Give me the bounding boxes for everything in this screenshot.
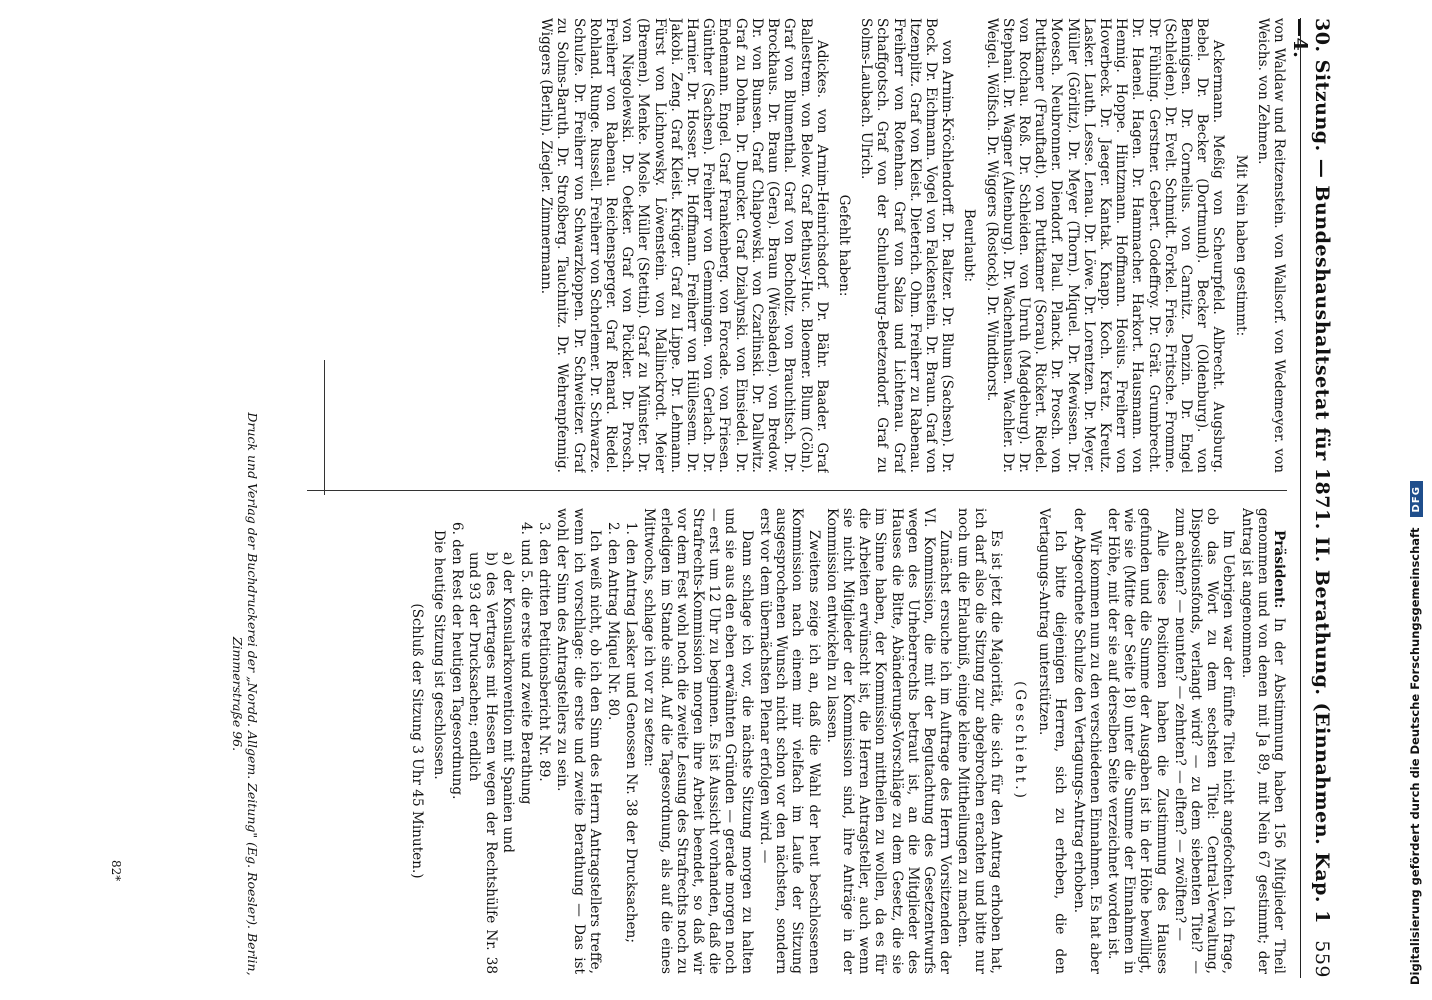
sheet-signature: 82* [109,860,123,882]
heading-absent: Gefehlt haben: [835,194,852,297]
heading-on-leave: Beurlaubt: [961,208,978,283]
running-head: 30. Sitzung. — Bundeshaushaltsetat für 1871. II. Berathung. (Einnahmen. Kap. 1—4. [1289,18,1333,924]
right-column [100,508,1287,974]
on-leave-list: von Arnim-Kröchlendorff. Dr. Baltzer. Dr. Blum (Sachsen). Dr. Bock. Dr. Eichmann. Vogel von Falckenstein. Dr. Braun. Graf von Itzenplitz. Graf von Kleist. Dieterich. Ohm. Freiherr zu Rabenau. Freiherr von Rotenhan. Graf von Salza und Lichtenau. Graf Schaffgotsch. Graf von der Schulenburg-Beetzendorf. Graf zu Solms-Laubach. Ulrich. [858,18,956,473]
left-column [100,18,1287,473]
speaker-label: Präsident: [1271,530,1287,609]
paragraph: Ich weiß nicht, ob ich den Sinn des Herrn Antragstellers treffe, wenn ich vorschlage: die erste und zweite Berathung — Das ist wohl der Sinn des Antragstellers zu sein. [554,508,603,974]
agenda-item: 2. den Antrag Miquel Nr. 80. [605,522,622,721]
paragraph: Es ist jetzt die Majorität, die sich für den Antrag erhoben hat, ich darf also die Sitzung zur abgebrochen erachten und bitte nur noch um die Erlaubniß, einige kleine Mittheilungen zu machen. [955,508,1004,974]
agenda-item: 4. und 5. die erste und zweite Berathung [518,522,535,805]
vote-no-list: Ackermann. Meßig von Scheurpfeld. Albrecht. Augsburg. Bebel. Dr. Becker (Dortmund). Becker (Oldenburg). von Bennigsen. Dr. Cornelius. von Carnitz. Denzin. Dr. Engel (Schleiden). Dr. Evelt. Schmidt. Forkel. Fries. Fritsche. Fromme. Dr. Fühling. Gerstner. Gebert. Godeffroy. Dr. Grät. Grumbrecht. Dr. Haenel. Hagen. Dr. Hammacher. Harkort. Hausmann. von Hennig. Hoppe. Hintzmann. Hoffmann. Hosius. Freiherr von Hoverbeck. Dr. Jaeger. Kantak. Knapp. Koch. Kratz. Kreutz. Lasker. Lauth. Lesse. Lenau. Dr. Löwe. Dr. Lorentzen. Dr. Meyer. Müller (Görlitz). Dr. Meyer (Thorn). Miquel. Dr. Mewissen. Dr. Moesch. Neubronner. Diendorf. Plaul. Planck. Dr. Prosch. von Puttkamer (Frauftadt). von Puttkamer (Sorau). Rickert. Riedel. von Rochau. Roß. Dr. Schleiden. von Unruh (Magdeburg). Dr. Stephani. Dr. Wagner (Altenburg). Dr. Wachenhusen. Wachler. Dr. Weigel. Wölfsch. Dr. Wiggers (Rostock). Dr. Windthorst. [983,18,1227,473]
agenda-item: 1. den Antrag Lasker und Genossen Nr. 38 der Drucksachen; [623,522,640,943]
agenda-subitem: a) der Konsularkonvention mit Spanien und [499,552,516,854]
agenda-subitem: b) des Vertrages mit Hessen wegen der Rechtshülfe Nr. 38 und 93 der Drucksachen; endlich [466,552,499,974]
dfg-logo: DFG [1410,481,1423,517]
stage-direction: (Geschieht.) [1011,681,1028,801]
president-text: In der Abstimmung haben 156 Mitglieder Theil genommen und von denen mit Ja 89, mit Nein 67 gestimmt; der Antrag ist angenommen. [1238,508,1287,974]
paragraph: Im Uebrigen war der fünfte Titel nicht angefochten. Ich frage, ob das Wort zu dem sechsten Titel: Central-Verwaltung, Dispositionsfonds, verlangt wird? — zu dem siebenten Titel? — zum achten? — neunten? — zehnten? — elften? — zwölften? — [1171,508,1237,974]
paragraph: Wir kommen nun zu den verschiedenen Einnahmen. Es hat aber der Abgeordnete Schulze den Vertagungs-Antrag erhoben. [1070,508,1103,974]
paragraph: Zunächst ersuche ich im Auftrage des Herrn Vorsitzenden der VI. Kommission, die mit der Begutachtung des Gesetzentwurfs wegen des Urheberrechts betraut ist, an die Mitglieder des Hauses die Bitte, Abänderungs-Vorschläge zu dem Gesetz, die sie im Sinne haben, der Kommission mittheilen zu wollen, da es für die Arbeiten erwünscht ist, die Herren Antragsteller, auch wenn sie nicht Mitglieder der Kommission sind, ihre Anträge in der Kommission entwickeln zu lassen. [823,508,954,974]
paragraph: Ich bitte diejenigen Herren, sich zu erheben, die den Vertagungs-Antrag unterstützen. [1036,508,1069,974]
agenda-item: 3. den dritten Petitionsbericht Nr. 89. [536,522,553,782]
column-divider [307,490,1287,491]
vote-yes-continuation: von Waldaw und Reitzenstein. von Wallsorf. von Wedemeyer. von Weichs. von Zehmen. [1254,18,1287,473]
agenda-item: 6. den Rest der heutigen Tagesordnung. [449,522,466,800]
absent-list: Adickes. von Arnim-Heinrichsdorf. Dr. Bähr. Baader. Graf Ballestrem. von Below. Graf Bethusy-Huc. Bloemer. Blum (Cöln). Graf von Blumenthal. Graf von Bocholtz. von Brauchitsch. Dr. Brockhaus. Dr. Braun (Gera). Braun (Wiesbaden). von Bredow. Dr. von Bunsen. Graf Chlapowski. von Czarlinski. Dr. Dallwitz. Graf zu Dohna. Dr. Duncker. Graf Dzialynski. von Einsiedel. Dr. Endemann. Engel. Graf Frankenberg. von Forcade. von Friesen. Günther (Sachsen). Freiherr von Gemmingen. von Gerlach. Dr. Harnier. Dr. Hosser. Dr. Hoffmann. Freiherr von Hüllessem. Dr. Jakobi. Zeng. Graf Kleist. Krüger. Graf zu Lippe. Dr. Lehmann. Fürst von Lichnowsky. Löwenstein. von Mallinckrodt. Meier (Bremen). Menke. Mosle. Müller (Stettin). Graf zu Münster. Dr. von Niegolewski. Dr. Oetker. Graf von Pückler. Dr. Prosch. Freiherr von Rabenau. Reichensperger. Graf Renard. Riedel. Rohland. Runge. Russell. Freiherr von Schorlemer. Dr. Schwarze. Schulze. Dr. Freiherr von Schwarzkoppen. Dr. Schweitzer. Graf zu Solms-Baruth. Dr. Stroßberg. Tauchnitz. Dr. Wehrenpfennig. Wiggers (Berlin). Ziegler. Zimmermann. [538,18,830,473]
paragraph: Die heutige Sitzung ist geschlossen. [431,530,448,780]
printer-imprint: Druck und Verlag der Buchdruckerei der „Nordd. Allgem. Zeitung" (Eg. Roesler). Berlin, Zimmerstraße 96. [230,412,260,976]
paragraph: Dann schlage ich vor, die nächste Sitzung morgen zu halten und sie aus den eben erwähnten Gründen — gerade morgen noch — erst um 12 Uhr zu beginnen. Es ist Aussicht vorhanden, daß die Strafrechts-Kommission morgen ihre Arbeit beendet, so daß wir vor dem Fest wohl noch die zweite Lesung des Strafrechts noch zu erledigen im Stande sind. Auf die Tagesordnung, als auf die eines Mittwochs, schlage ich vor zu setzen: [641,508,755,974]
dfg-note-text-wrap [1408,25,1423,985]
president-announcement [1238,508,1287,974]
document-page [70,0,1345,1000]
page-header [1289,18,1333,978]
end-rule [324,360,325,495]
heading-voted-no: Mit Nein haben gestimmt: [1232,154,1249,337]
paragraph: Alle diese Positionen haben die Zustimmung des Hauses gefunden und die Summe der Ausgaben ist in der Höhe bewilligt, wie sie (Mitte der Seite 18) unter die Summe der Einnahmen in der Höhe, mit der sie auf derselben Seite verzeichnet worden ist. [1104,508,1170,974]
dfg-note-text: Digitalisierung gefördert durch die Deutsche Forschungsgemeinschaft [1408,527,1422,985]
scanned-page-rotated [70,0,1345,1000]
page-number: 559 [1311,940,1333,978]
paragraph: Zweitens zeige ich an, daß die Wahl der heut beschlossenen Kommission nach einem mir vielfach im Laufe der Sitzung ausgesprochenen Wunsch nicht schon vor den nächsten, sondern erst vor dem übernächsten Plenar erfolgen wird. — [756,508,822,974]
header-rule [1300,18,1301,978]
dfg-funding-note [1402,0,1432,1000]
session-closing: (Schluß der Sitzung 3 Uhr 45 Minuten.) [408,603,425,879]
